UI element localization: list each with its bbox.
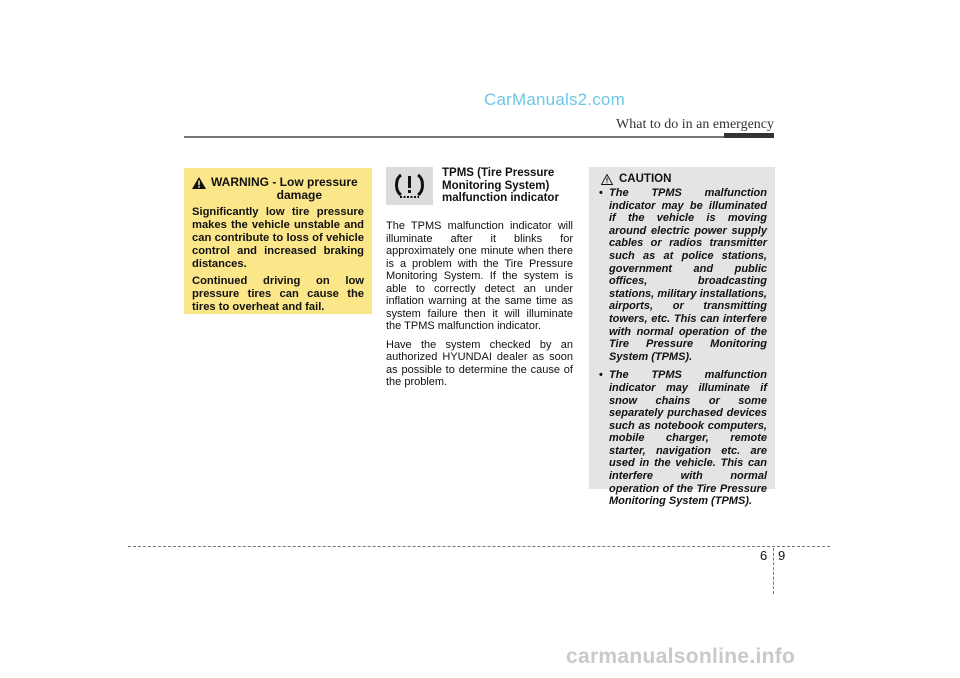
header-rule (184, 136, 774, 138)
tpms-paragraph: Have the system checked by an authorized HYUNDAI dealer as soon as possible to determine the cause of the problem. (386, 338, 573, 388)
chapter-number: 6 (760, 548, 768, 563)
tpms-heading-line1: TPMS (Tire Pressure (442, 167, 555, 179)
watermark-top: CarManuals2.com (484, 90, 625, 109)
page-divider (773, 548, 774, 594)
tpms-icon-box (386, 167, 433, 205)
warning-title-line1: Low pressure (279, 175, 358, 189)
warning-header (192, 176, 364, 202)
warning-title (211, 176, 358, 202)
header-rule-accent (724, 133, 774, 138)
warning-title-line2: damage (276, 188, 323, 202)
section-title: What to do in an emergency (616, 117, 774, 132)
tpms-paragraph: The TPMS malfunction indicator will illuminate after it blinks for approximately one minute when there is a problem with the Tire Pressure Monitoring System. If the system is able to correctly detect an under inflation warning at the same time as system failure then it will illuminate the TPMS malfunction indicator. (386, 220, 573, 332)
watermark-bottom: carmanualsonline.info (566, 645, 796, 668)
tpms-warning-icon (386, 167, 433, 205)
tpms-heading-line3: malfunction indicator (442, 192, 559, 204)
warning-box (184, 168, 372, 314)
warning-paragraph: Continued driving on low pressure tires can cause the tires to overheat and fail. (192, 275, 364, 313)
caution-list (597, 187, 767, 508)
caution-header (601, 173, 767, 185)
caution-box (589, 167, 775, 508)
footer-rule (128, 546, 830, 547)
page-number: 9 (778, 548, 786, 563)
warning-paragraph: Significantly low tire pressure makes the vehicle unstable and can contribute to loss of vehicle control and increased braking distances. (192, 206, 364, 270)
tpms-heading-line2: Monitoring System) (442, 179, 550, 192)
caution-item: • The TPMS malfunction indicator may illuminate if snow chains or some separately purchased devices such as notebook computers, mobile charger, remote starter, navigation etc. are used in the vehicle. This can interfere with normal operation of the Tire Pressure Monitoring System (TPMS). (597, 369, 767, 508)
warning-label: WARNING - (211, 175, 280, 189)
caution-item: • The TPMS malfunction indicator may be illuminated if the vehicle is moving around electric power supply cables or radios transmitter such as at police stations, government and public offices, broadcasting stations, military installations, airports, or transmitting towers, etc. This can interfere with normal operation of the Tire Pressure Monitoring System (TPMS). (597, 187, 767, 363)
caution-title: CAUTION (619, 173, 672, 185)
warning-triangle-icon (192, 177, 206, 189)
caution-triangle-icon (601, 174, 613, 185)
tpms-body (386, 220, 573, 395)
tpms-heading (442, 167, 592, 205)
